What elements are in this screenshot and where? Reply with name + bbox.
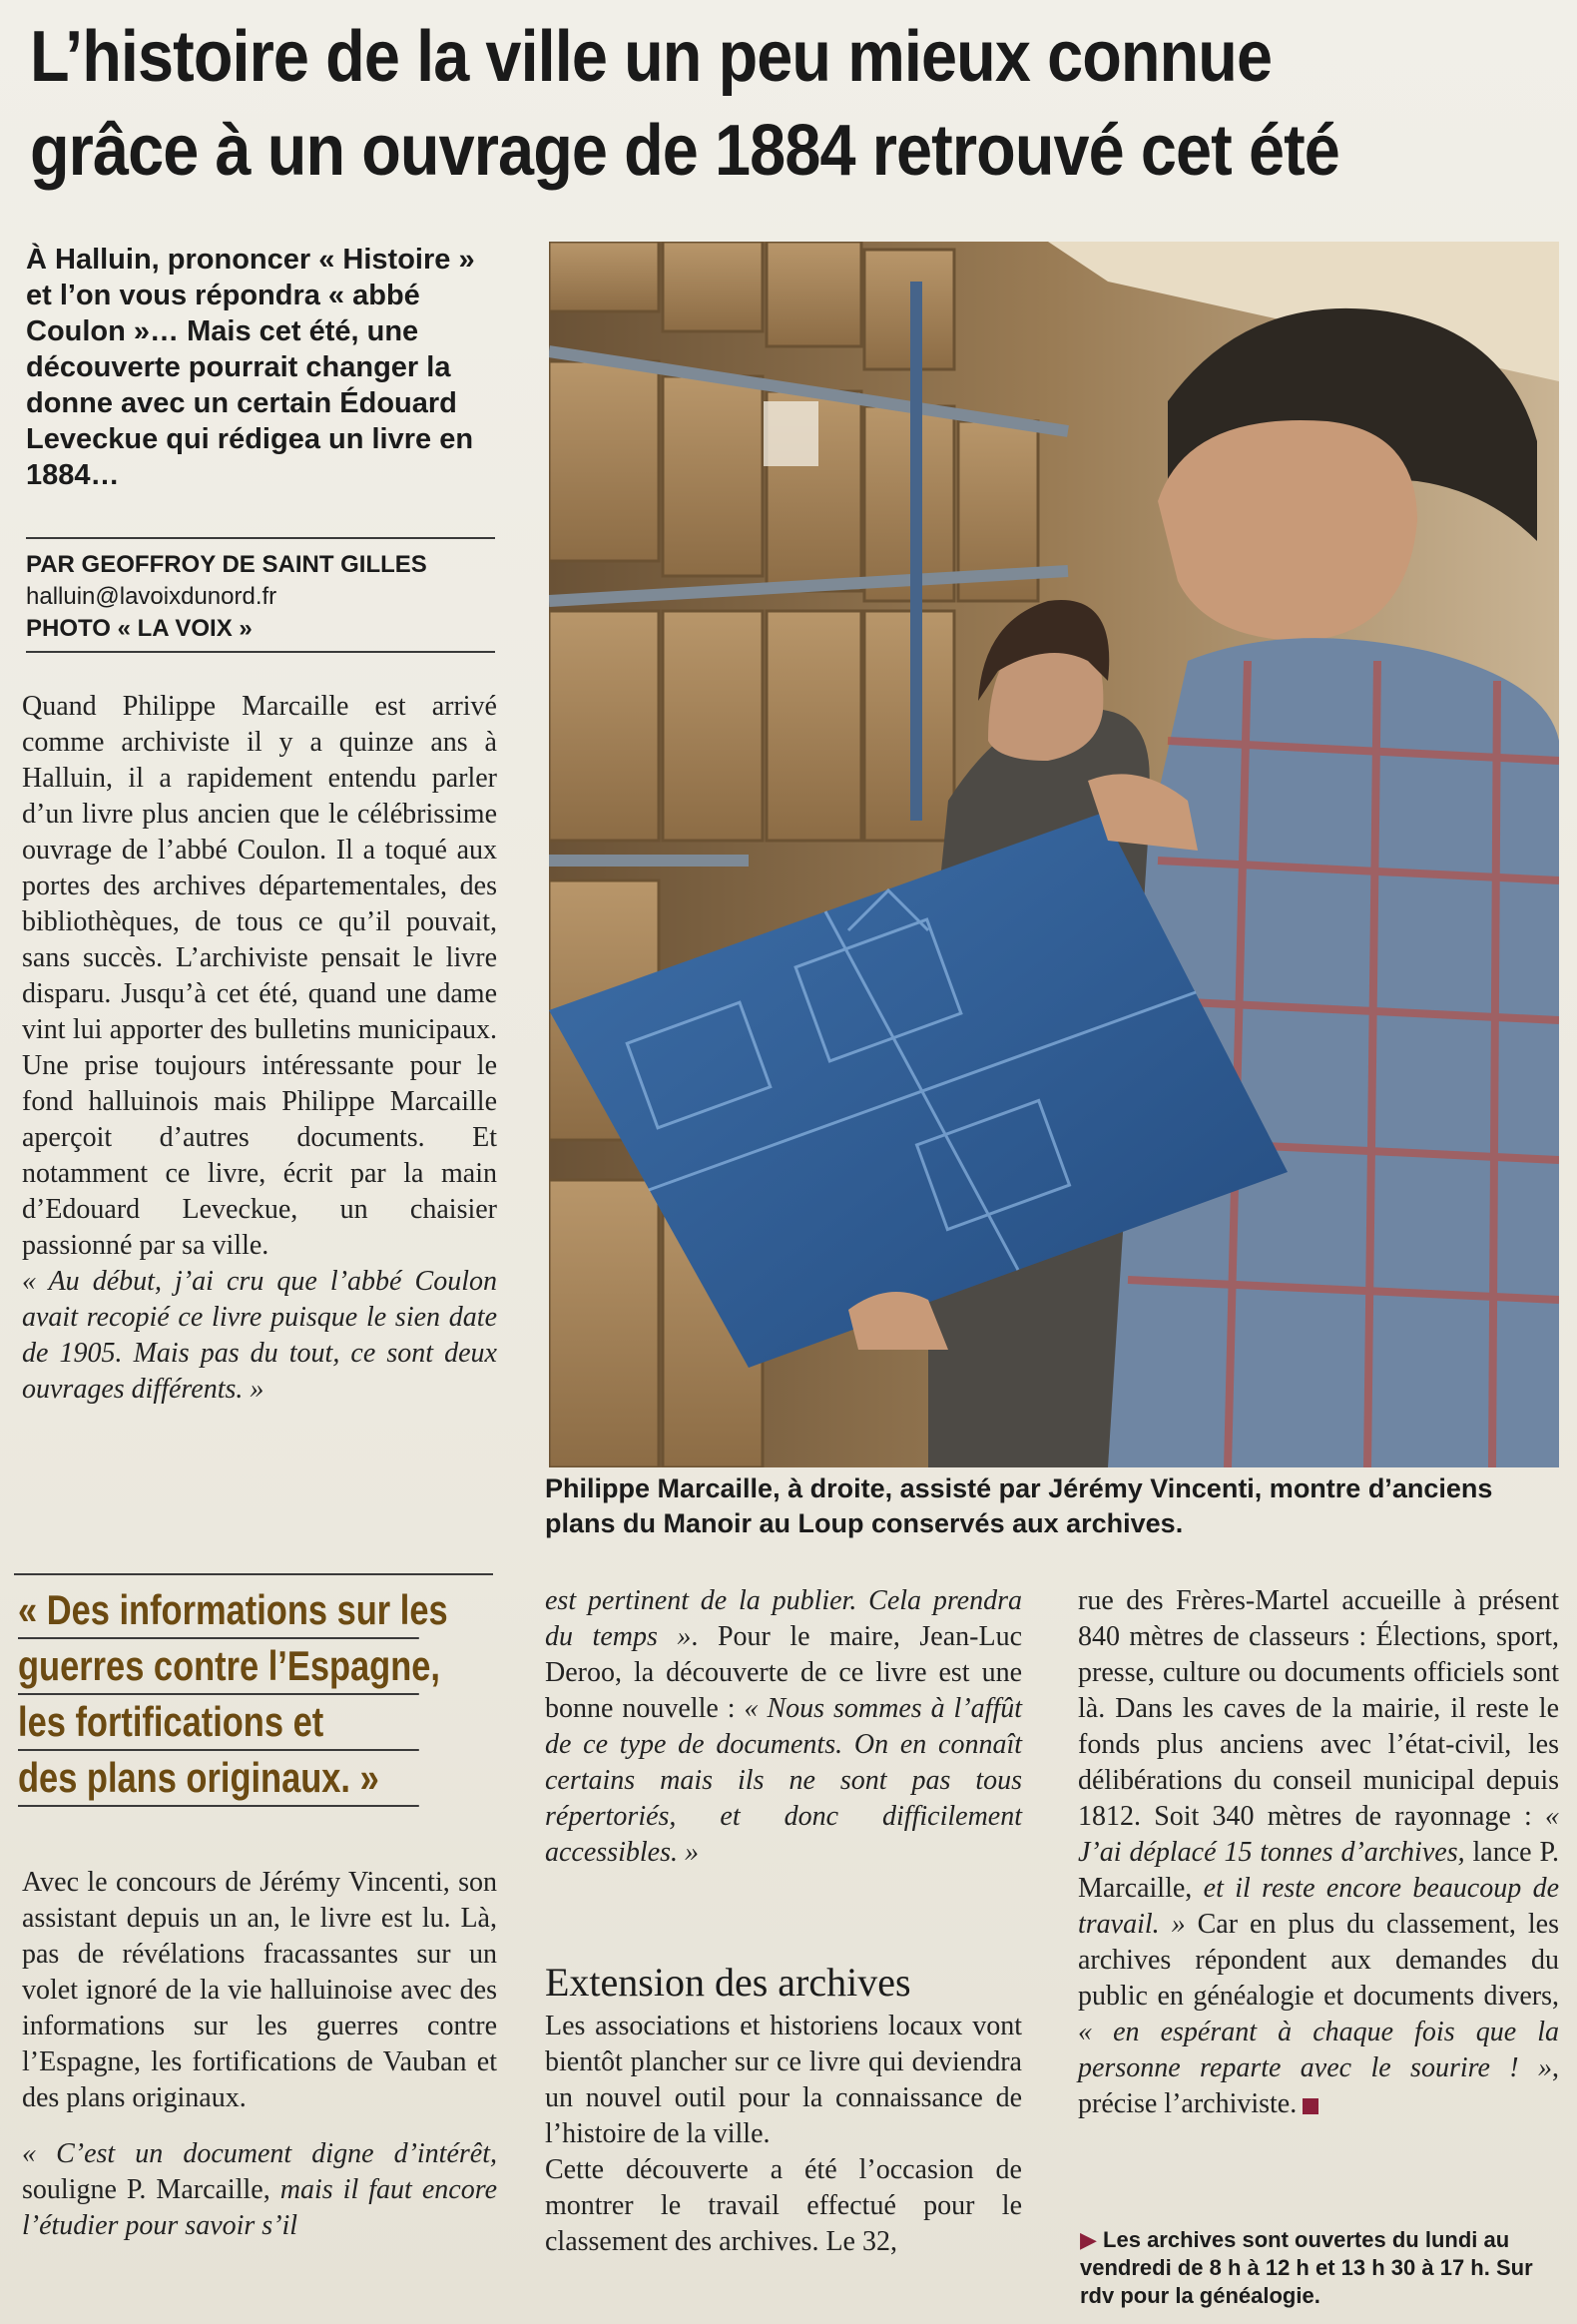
byline-author: PAR GEOFFROY DE SAINT GILLES: [26, 551, 427, 578]
quote-paragraph: [22, 2136, 497, 2244]
article-column-2-continued: [545, 2009, 1022, 2260]
quote-fragment: et il reste encore beaucoup de travail. »: [1078, 1873, 1560, 1940]
headline-line-1: L’histoire de la ville un peu mieux connue: [30, 17, 1273, 97]
quote: « Au début, j’ai cru que l’abbé Coulon avait recopié ce livre puisque le sien date de 1905. Mais pas du tout, ce sont deux ouvrages différents. »: [22, 1266, 497, 1405]
quote-fragment: « Nous sommes à l’affût de ce type de documents. On en connaît certains mais ils ne sont pas tous répertoriés, et donc difficilement accessibles. »: [545, 1693, 1022, 1868]
section-heading: Extension des archives: [545, 1960, 911, 2005]
article-column-3: [1078, 1583, 1559, 2122]
pull-quote-line: les fortifications et: [18, 1695, 419, 1751]
attribution: souligne P. Marcaille,: [22, 2174, 280, 2205]
pull-quote: [18, 1583, 448, 1807]
text-fragment: rue des Frères-Martel accueille à présent 840 mètres de classeurs : Élections, sport, presse, culture ou documents officiels sont là. Dans les caves de la mairie, il reste le fonds plus anciens avec l’état-civil, les délibérations du conseil municipal depuis 1812. Soit 340 mètres de rayonnage :: [1078, 1585, 1559, 1832]
byline-photo-credit: PHOTO « LA VOIX »: [26, 615, 253, 642]
headline-line-2: grâce à un ouvrage de 1884 retrouvé cet été: [30, 111, 1339, 191]
divider: [26, 651, 495, 653]
headline: [30, 10, 1404, 198]
text-fragment: . Pour le maire, Jean-Luc Deroo, la découverte de ce livre est une bonne nouvelle :: [545, 1621, 1023, 1724]
paragraph: [1078, 1583, 1559, 2122]
end-mark-icon: [1303, 2098, 1318, 2114]
quote-fragment: « C’est un document digne d’intérêt,: [22, 2138, 497, 2169]
divider: [14, 1573, 493, 1575]
paragraph: Quand Philippe Marcaille est arrivé comme archiviste il y a quinze ans à Halluin, il a rapidement entendu parler d’un livre plus ancien que le célébrissime ouvrage de l’abbé Coulon. Il a toqué aux portes des archives départementales, des bibliothèques, de tous ce qu’il pouvait, sans succès. L’archiviste pensait le livre disparu. Jusqu’à cet été, quand une dame vint lui apporter des bulletins municipaux. Une prise toujours intéressante pour le fond halluinois mais Philippe Marcaille aperçoit d’autres documents. Et notamment ce livre, écrit par la main d’Edouard Leveckue, un chaisier passionné par sa ville.: [22, 691, 497, 1261]
opening-hours-text: Les archives sont ouvertes du lundi au vendredi de 8 h à 12 h et 13 h 30 à 17 h. Sur rdv pour la généalogie.: [1080, 2227, 1533, 2308]
divider: [26, 537, 495, 539]
pull-quote-line: des plans originaux. »: [18, 1751, 419, 1807]
quote-fragment: « J’ai déplacé 15 tonnes d’archives,: [1078, 1801, 1559, 1868]
text-fragment: Car en plus du classement, les archives répondent aux demandes du public en généalogie et documents divers,: [1078, 1909, 1559, 2012]
photo-caption: Philippe Marcaille, à droite, assisté par Jérémy Vincenti, montre d’anciens plans du Manoir au Loup conservés aux archives.: [545, 1473, 1493, 1538]
quote-fragment: est pertinent de la publier. Cela prendra du temps »: [545, 1585, 1022, 1652]
opening-hours-note: [1080, 2226, 1559, 2310]
paragraph: Les associations et historiens locaux vont bientôt plancher sur ce livre qui deviendra un nouvel outil pour la connaissance de l’histoire de la ville.: [545, 2011, 1022, 2149]
lede: À Halluin, prononcer « Histoire » et l’on vous répondra « abbé Coulon »… Mais cet été, une découverte pourrait changer la donne avec un certain Édouard Leveckue qui rédigea un livre en 1884…: [26, 244, 475, 491]
article-column-2: [545, 1583, 1022, 1871]
article-column-1-continued: [22, 1865, 497, 2244]
paragraph: Avec le concours de Jérémy Vincenti, son assistant depuis un an, le livre est lu. Là, pas de révélations fracassantes sur un volet ignoré de la vie halluinoise avec des informations sur les guerres contre l’Espagne, les fortifications de Vauban et des plans originaux.: [22, 1867, 497, 2113]
text-fragment: , précise l’archiviste.: [1078, 2052, 1559, 2119]
quote-fragment: mais il faut encore l’étudier pour savoir s’il: [22, 2174, 497, 2241]
byline-email: halluin@lavoixdunord.fr: [26, 583, 277, 610]
paragraph: [545, 1583, 1022, 1871]
pull-quote-line: « Des informations sur les: [18, 1583, 419, 1639]
pull-quote-line: guerres contre l’Espagne,: [18, 1639, 419, 1695]
article-column-1: [22, 689, 497, 1408]
archive-photo: [549, 242, 1559, 1467]
arrow-icon: ▶: [1080, 2227, 1097, 2252]
text-fragment: lance P. Marcaille,: [1078, 1837, 1559, 1904]
byline: [26, 549, 495, 645]
quote-fragment: « en espérant à chaque fois que la personne reparte avec le sourire ! »: [1078, 2017, 1559, 2083]
paragraph: Cette découverte a été l’occasion de montrer le travail effectué pour le classement des archives. Le 32,: [545, 2154, 1022, 2257]
photo-illustration: [549, 242, 1559, 1467]
